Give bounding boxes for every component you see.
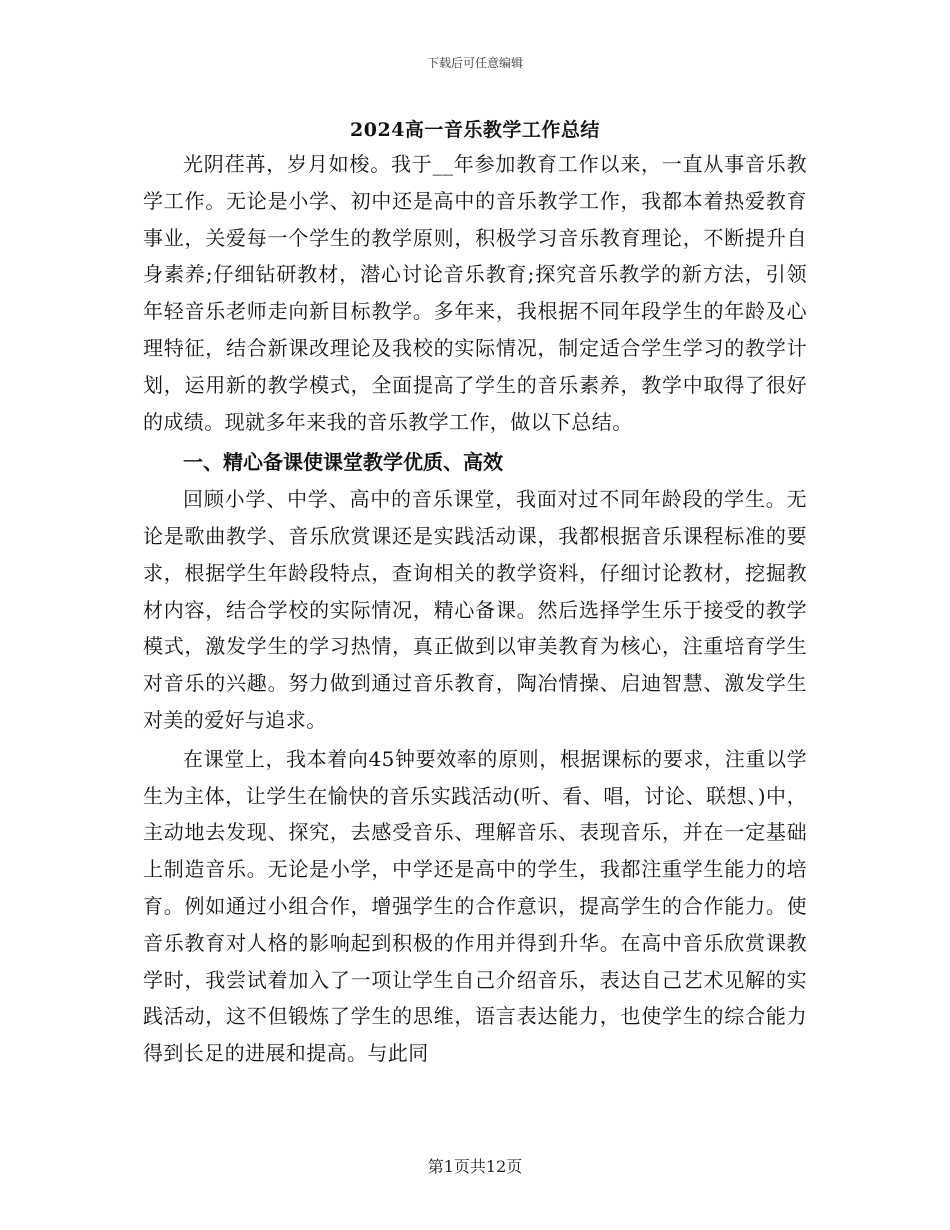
page-number-footer: 第1页共12页 <box>427 1157 523 1176</box>
document-title: 2024高一音乐教学工作总结 <box>350 119 600 141</box>
intro-paragraph: 光阴荏苒，岁月如梭。我于__年参加教育工作以来，一直从事音乐教学工作。无论是小学、初中还是高中的音乐教学工作，我都本着热爱教育事业，关爱每一个学生的教学原则，积极学习音乐教育理论，不断提升自身素养;仔细钻研教材，潜心讨论音乐教育;探究音乐教学的新方法，引领年轻音乐老师走向新目标教学。多年来，我根据不同年段学生的年龄及心理特征，结合新课改理论及我校的实际情况，制定适合学生学习的教学计划，运用新的教学模式，全面提高了学生的音乐素养，教学中取得了很好的成绩。现就多年来我的音乐教学工作，做以下总结。 <box>143 152 807 434</box>
section-1-heading: 一、精心备课使课堂教学优质、高效 <box>183 450 503 475</box>
document-body <box>143 146 807 1072</box>
section-1-paragraph-2: 在课堂上，我本着向45钟要效率的原则，根据课标的要求，注重以学生为主体，让学生在愉快的音乐实践活动(听、看、唱，讨论、联想、)中，主动地去发现、探究，去感受音乐、理解音乐、表现音乐，并在一定基础上制造音乐。无论是小学，中学还是高中的学生，我都注重学生能力的培育。例如通过小组合作，增强学生的合作意识，提高学生的合作能力。使音乐教育对人格的影响起到积极的作用并得到升华。在高中音乐欣赏课教学时，我尝试着加入了一项让学生自己介绍音乐，表达自己艺术见解的实践活动，这不但锻炼了学生的思维，语言表达能力，也使学生的综合能力得到长足的进展和提高。与此同 <box>143 746 807 1066</box>
header-note: 下载后可任意编辑 <box>426 56 523 70</box>
section-1-paragraph-1: 回顾小学、中学、高中的音乐课堂，我面对过不同年龄段的学生。无论是歌曲教学、音乐欣赏课还是实践活动课，我都根据音乐课程标准的要求，根据学生年龄段特点，查询相关的教学资料，仔细讨论教材，挖掘教材内容，结合学校的实际情况，精心备课。然后选择学生乐于接受的教学模式，激发学生的学习热情，真正做到以审美教育为核心，注重培育学生对音乐的兴趣。努力做到通过音乐教育，陶冶情操、启迪智慧、激发学生对美的爱好与追求。 <box>143 487 807 732</box>
